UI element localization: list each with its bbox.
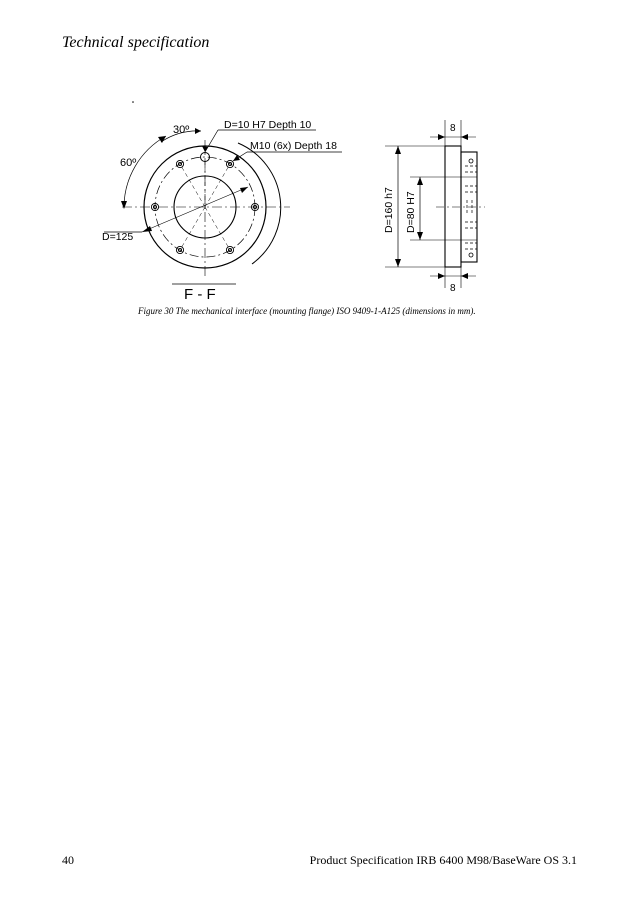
footer-page-number: 40 bbox=[62, 853, 74, 867]
front-view-arrowheads bbox=[121, 128, 248, 232]
angle-60-label: 60º bbox=[120, 157, 137, 169]
thickness-bottom-label: 8 bbox=[450, 283, 456, 294]
flange-front-view bbox=[104, 130, 342, 284]
flange-body-rect bbox=[445, 146, 461, 267]
section-label: F - F bbox=[184, 286, 216, 303]
thickness-top-label: 8 bbox=[450, 123, 456, 134]
hidden-holes bbox=[465, 166, 477, 249]
flange-side-view bbox=[385, 120, 485, 288]
mounting-flange-drawing bbox=[0, 0, 638, 340]
outer-dia-label: D=160 h7 bbox=[383, 187, 395, 233]
pin-hole-label: D=10 H7 Depth 10 bbox=[224, 119, 312, 131]
angle-30-label: 30º bbox=[173, 124, 190, 136]
drawing-dot bbox=[132, 101, 134, 103]
thread-label: M10 (6x) Depth 18 bbox=[250, 140, 337, 152]
footer-document-title: Product Specification IRB 6400 M98/BaseWare OS 3.1 bbox=[309, 853, 577, 867]
inner-dia-label: D=80 H7 bbox=[405, 191, 417, 233]
bolt-circle-label: D=125 bbox=[102, 231, 134, 243]
page-header-title: Technical specification bbox=[62, 34, 210, 51]
figure-caption: Figure 30 The mechanical interface (mounting flange) ISO 9409-1-A125 (dimensions in mm). bbox=[138, 306, 476, 316]
